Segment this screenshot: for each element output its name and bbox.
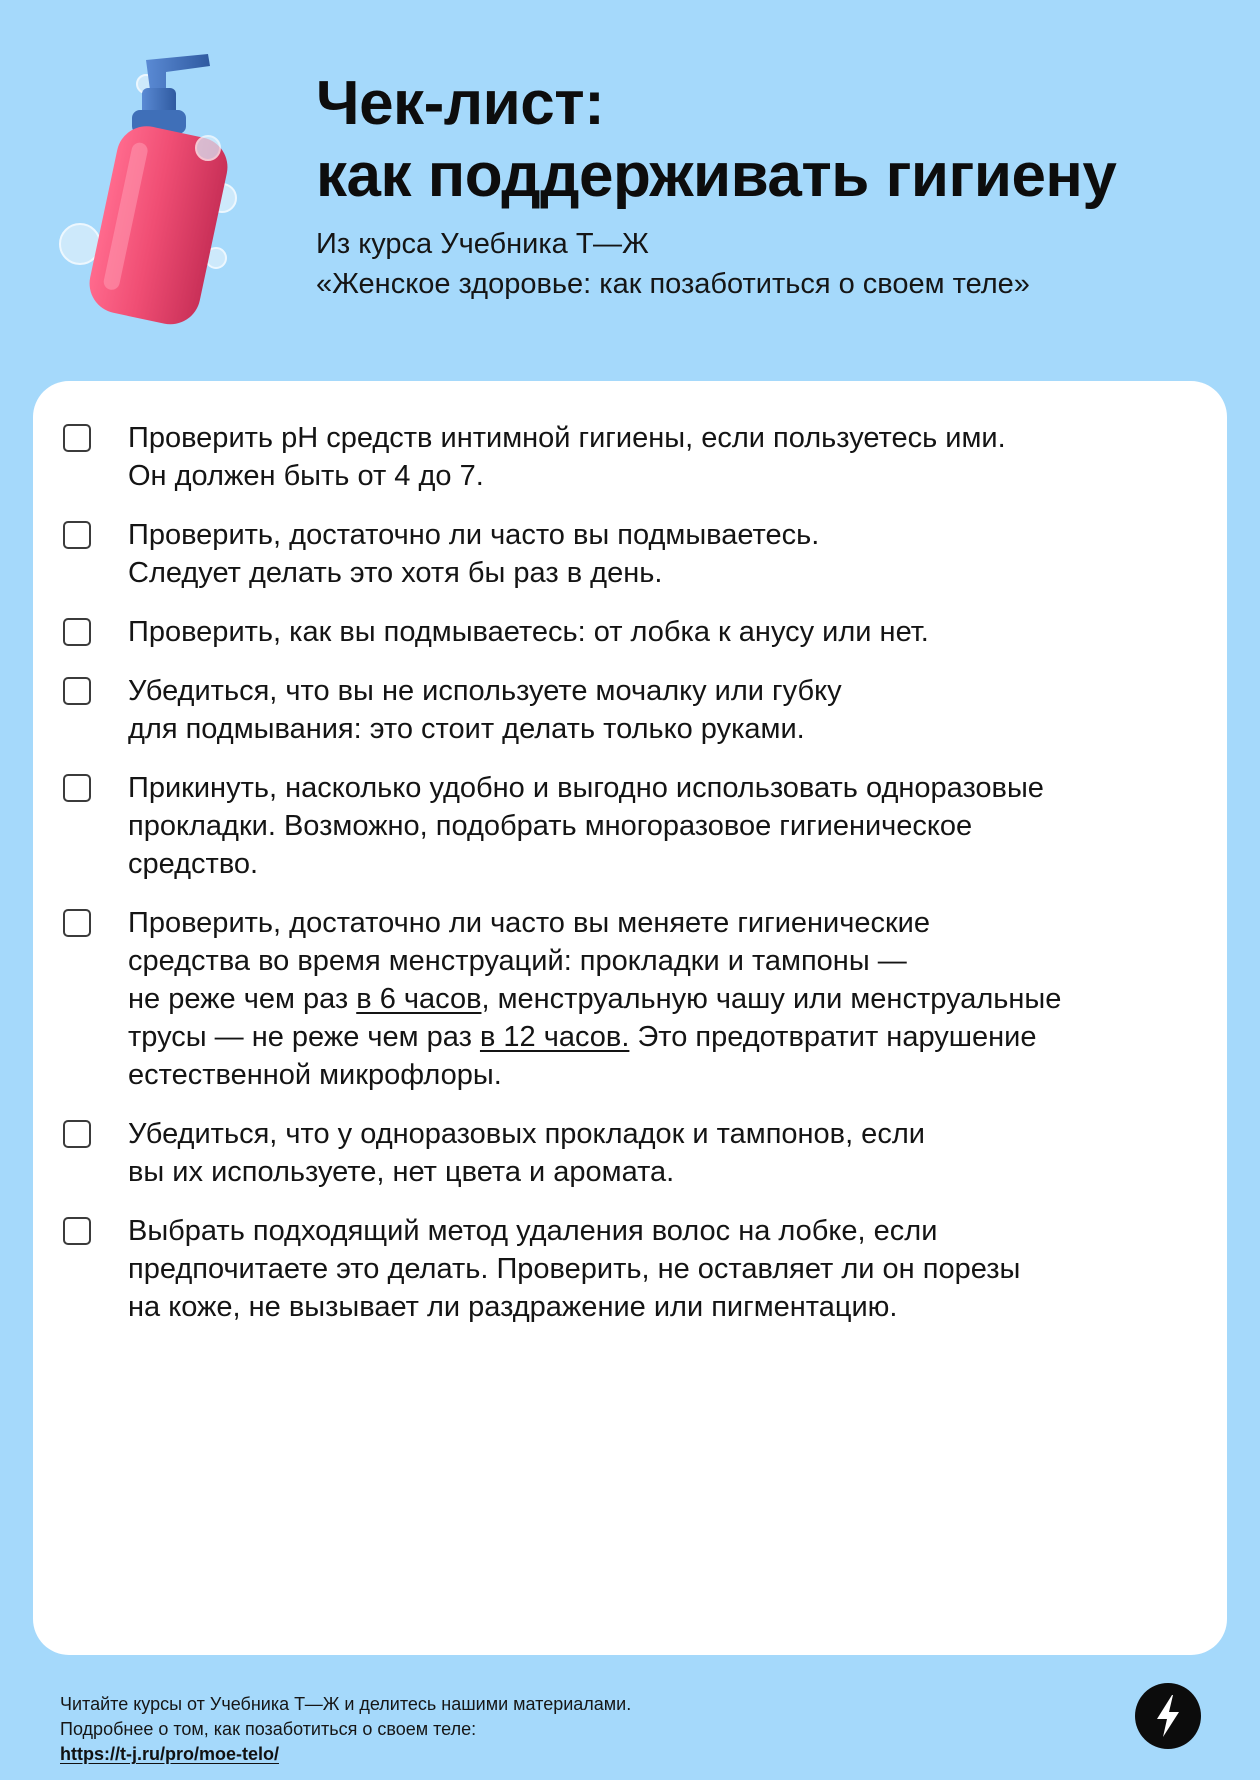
checklist-card (33, 381, 1227, 1655)
page-title (316, 68, 1116, 212)
checklist (33, 419, 1227, 1347)
item-text: Выбрать подходящий метод удаления волос на лобке, если (128, 1215, 938, 1247)
checkbox[interactable] (63, 1120, 91, 1148)
item-text: Убедиться, что у одноразовых прокладок и тампонов, если (128, 1118, 925, 1150)
title-line-1: Чек-лист: (316, 69, 605, 138)
subtitle (316, 224, 1030, 304)
checkbox[interactable] (63, 424, 91, 452)
item-text: Прикинуть, насколько удобно и выгодно использовать одноразовые (128, 772, 1044, 804)
item-text: Проверить pH средств интимной гигиены, если пользуетесь ими. (128, 422, 1006, 454)
checklist-item (33, 1115, 1227, 1191)
item-text: предпочитаете это делать. Проверить, не оставляет ли он порезы (128, 1253, 1021, 1285)
item-text: естественной микрофлоры. (128, 1059, 502, 1091)
footer (60, 1692, 631, 1767)
item-text: на коже, не вызывает ли раздражение или пигментацию. (128, 1291, 898, 1323)
lightning-logo-icon[interactable] (1135, 1683, 1201, 1749)
subtitle-line-1: Из курса Учебника Т—Ж (316, 228, 649, 260)
header (0, 0, 1260, 380)
item-text-part: не реже чем раз (128, 983, 357, 1015)
checklist-item (33, 613, 1227, 651)
footer-line-1: Читайте курсы от Учебника Т—Ж и делитесь нашими материалами. (60, 1694, 632, 1714)
item-text: Убедиться, что вы не используете мочалку или губку (128, 675, 842, 707)
footer-line-2 (60, 1717, 631, 1767)
item-text: Проверить, достаточно ли часто вы меняете гигиенические (128, 907, 931, 939)
item-text (128, 1018, 1203, 1056)
checkbox[interactable] (63, 618, 91, 646)
item-text: прокладки. Возможно, подобрать многоразовое гигиеническое (128, 810, 973, 842)
checklist-item (33, 1212, 1227, 1326)
subtitle-line-2: «Женское здоровье: как позаботиться о своем теле» (316, 268, 1030, 300)
item-text: Он должен быть от 4 до 7. (128, 460, 484, 492)
checkbox[interactable] (63, 521, 91, 549)
item-text: Следует делать это хотя бы раз в день. (128, 557, 663, 589)
checkbox[interactable] (63, 677, 91, 705)
item-text-part: , менструальную чашу или менструальные (481, 983, 1062, 1015)
course-link[interactable]: https://t-j.ru/pro/moe-telo/ (60, 1744, 279, 1764)
checklist-item (33, 419, 1227, 495)
checklist-item (33, 769, 1227, 883)
item-text: средства во время менструаций: прокладки и тампоны — (128, 945, 907, 977)
checkbox[interactable] (63, 1217, 91, 1245)
item-text-part: Это предотвратит нарушение (629, 1021, 1037, 1053)
checklist-item (33, 904, 1227, 1094)
checkbox[interactable] (63, 774, 91, 802)
title-line-2: как поддерживать гигиену (316, 141, 1117, 210)
item-text: Проверить, достаточно ли часто вы подмываетесь. (128, 519, 820, 551)
item-text (128, 980, 1203, 1018)
footer-line-2-text: Подробнее о том, как позаботиться о своем теле: (60, 1719, 477, 1739)
checklist-item (33, 672, 1227, 748)
checkbox[interactable] (63, 909, 91, 937)
item-text: вы их используете, нет цвета и аромата. (128, 1156, 675, 1188)
item-text: для подмывания: это стоит делать только руками. (128, 713, 805, 745)
checklist-item (33, 516, 1227, 592)
item-text-part: трусы — не реже чем раз (128, 1021, 480, 1053)
underlined-term: в 6 часов (356, 983, 482, 1015)
item-text: средство. (128, 848, 259, 880)
underlined-term: в 12 часов. (479, 1021, 630, 1053)
item-text: Проверить, как вы подмываетесь: от лобка к анусу или нет. (128, 616, 929, 648)
soap-dispenser-icon (58, 48, 248, 328)
